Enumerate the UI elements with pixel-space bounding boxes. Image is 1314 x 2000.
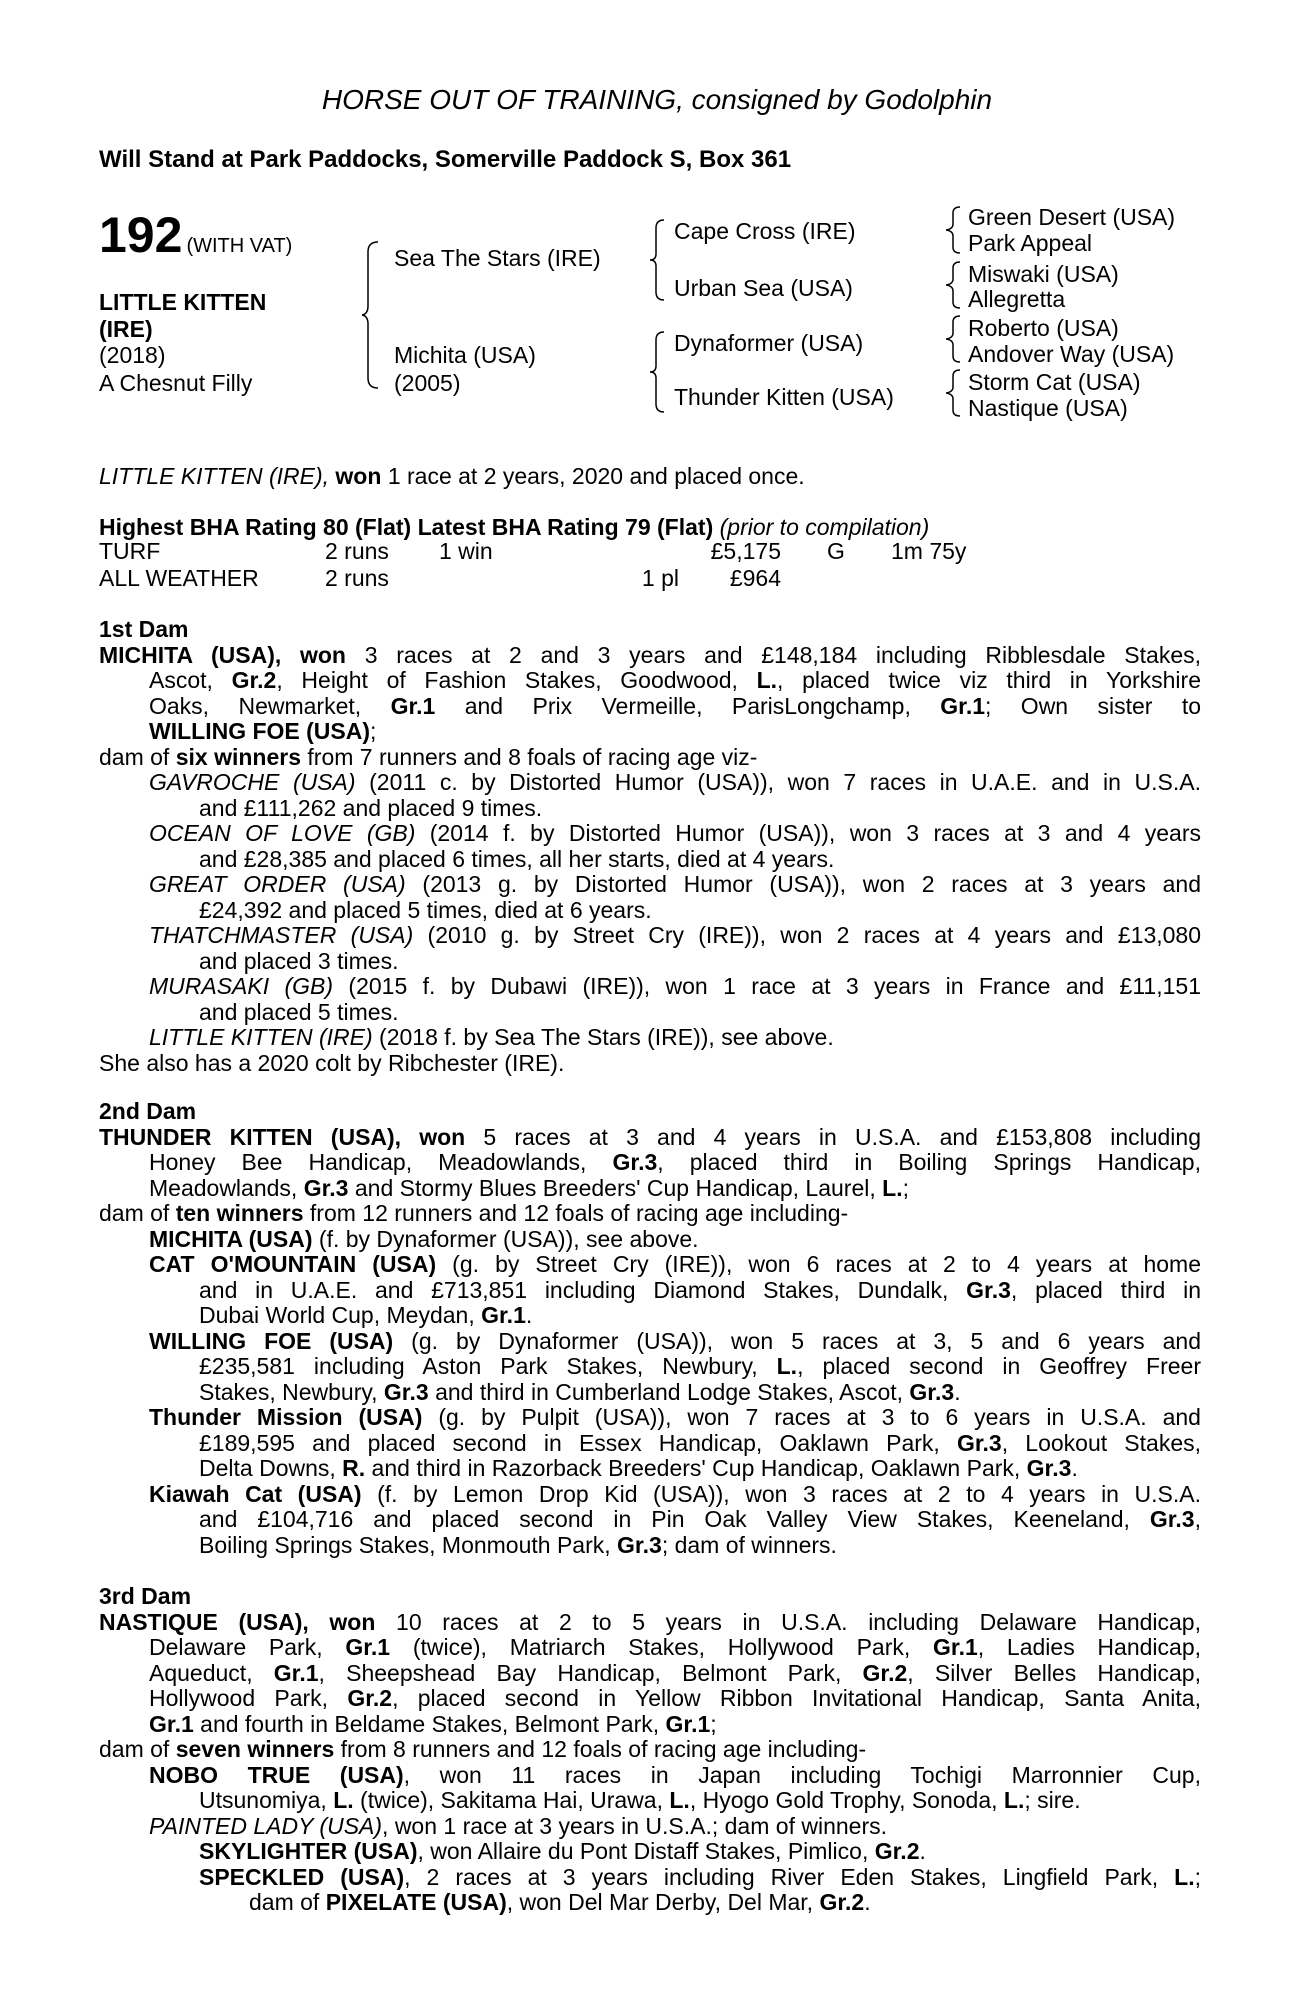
first-dam-section xyxy=(99,617,1201,1076)
pedigree-gg-2: Park Appeal xyxy=(968,230,1093,256)
dam-line: NASTIQUE (USA), won 10 races at 2 to 5 years in U.S.A. including Delaware Handicap, xyxy=(99,1609,1201,1635)
pedigree-gg-3: Miswaki (USA) xyxy=(968,261,1119,287)
progeny-line: MICHITA (USA) (f. by Dynaformer (USA)), see above. xyxy=(149,1225,699,1252)
progeny-line: MURASAKI (GB) (2015 f. by Dubawi (IRE)), won 1 race at 3 years in France and £11,151 xyxy=(149,974,1201,999)
going-cell xyxy=(781,565,891,592)
progeny-line: LITTLE KITTEN (IRE) (2018 f. by Sea The Stars (IRE)), see above. xyxy=(149,1024,834,1050)
pedigree-gg-6: Andover Way (USA) xyxy=(968,341,1175,367)
progeny-line: Utsunomiya, L. (twice), Sakitama Hai, Urawa, L., Hyogo Gold Trophy, Sonoda, L.; sire. xyxy=(199,1787,1081,1813)
pedigree-brace-1 xyxy=(362,240,382,390)
pedigree-dam-year: (2005) xyxy=(394,370,461,396)
dam-line: dam of ten winners from 12 runners and 12 foals of racing age including- xyxy=(99,1200,849,1226)
progeny-line: Delta Downs, R. and third in Razorback Breeders' Cup Handicap, Oaklawn Park, Gr.3. xyxy=(199,1455,1078,1481)
progeny-line: and in U.A.E. and £713,851 including Diamond Stakes, Dundalk, Gr.3, placed third in xyxy=(199,1277,1201,1303)
pedigree-dam-dam: Thunder Kitten (USA) xyxy=(674,384,894,410)
progeny-line: CAT O'MOUNTAIN (USA) (g. by Street Cry (IRE)), won 6 races at 2 to 4 years at home xyxy=(149,1252,1201,1277)
progeny-line: Boiling Springs Stakes, Monmouth Park, Gr.3; dam of winners. xyxy=(199,1531,837,1558)
progeny-line: dam of PIXELATE (USA), won Del Mar Derby, Del Mar, Gr.2. xyxy=(249,1889,871,1915)
pedigree-gg-1: Green Desert (USA) xyxy=(968,204,1176,230)
horse-year: (2018) xyxy=(99,342,166,368)
progeny-line: and £111,262 and placed 9 times. xyxy=(199,794,543,821)
stand-location: Will Stand at Park Paddocks, Somerville Paddock S, Box 361 xyxy=(99,146,792,173)
progeny-line: £24,392 and placed 5 times, died at 6 years. xyxy=(199,896,652,923)
progeny-line: and £28,385 and placed 6 times, all her starts, died at 4 years. xyxy=(199,845,835,872)
progeny-line: NOBO TRUE (USA), won 11 races in Japan including Tochigi Marronnier Cup, xyxy=(149,1762,1201,1788)
progeny-line: Kiawah Cat (USA) (f. by Lemon Drop Kid (USA)), won 3 races at 2 to 4 years in U.S.A. xyxy=(149,1481,1201,1507)
vat-label: (WITH VAT) xyxy=(186,235,293,257)
dam-line: WILLING FOE (USA); xyxy=(149,718,377,744)
dam-line: Aqueduct, Gr.1, Sheepshead Bay Handicap, Belmont Park, Gr.2, Silver Belles Handicap, xyxy=(149,1660,1201,1686)
progeny-line: and £104,716 and placed second in Pin Oak Valley View Stakes, Keeneland, Gr.3, xyxy=(199,1507,1201,1532)
third-dam-section xyxy=(99,1584,1201,1916)
wins-cell xyxy=(439,565,551,592)
section-heading: 2nd Dam xyxy=(99,1098,197,1124)
progeny-line: SPECKLED (USA), 2 races at 3 years including River Eden Stakes, Lingfield Park, L.; xyxy=(199,1864,1201,1890)
lot-number: 192 xyxy=(99,207,183,263)
surface-cell: ALL WEATHER xyxy=(99,565,259,591)
progeny-line: WILLING FOE (USA) (g. by Dynaformer (USA)), won 5 races at 3, 5 and 6 years and xyxy=(149,1328,1201,1354)
race-summary xyxy=(99,464,805,490)
dam-line: Hollywood Park, Gr.2, placed second in Yellow Ribbon Invitational Handicap, Santa Anita, xyxy=(149,1686,1201,1711)
pedigree-gg-8: Nastique (USA) xyxy=(968,395,1128,421)
dam-line: Ascot, Gr.2, Height of Fashion Stakes, Goodwood, L., placed twice viz third in Yorkshire xyxy=(149,668,1201,693)
pedigree-gg-5: Roberto (USA) xyxy=(968,315,1119,341)
progeny-line: GREAT ORDER (USA) (2013 g. by Distorted Humor (USA)), won 2 races at 3 years and xyxy=(149,872,1201,897)
progeny-line: She also has a 2020 colt by Ribchester (IRE). xyxy=(99,1049,565,1076)
pedigree-brace-5 xyxy=(946,260,966,310)
runs-cell: 2 runs xyxy=(325,565,389,591)
horse-name-line1: LITTLE KITTEN xyxy=(99,289,267,315)
progeny-line: Thunder Mission (USA) (g. by Pulpit (USA)), won 7 races at 3 to 6 years in U.S.A. and xyxy=(149,1405,1201,1430)
page-title: HORSE OUT OF TRAINING, consigned by Godolphin xyxy=(321,84,993,115)
summary-horse-name: LITTLE KITTEN (IRE), xyxy=(99,463,330,489)
pedigree-dam: Michita (USA) xyxy=(394,342,536,368)
pedigree-brace-2 xyxy=(650,218,670,302)
progeny-line: SKYLIGHTER (USA), won Allaire du Pont Distaff Stakes, Pimlico, Gr.2. xyxy=(199,1838,926,1864)
progeny-line: PAINTED LADY (USA), won 1 race at 3 years in U.S.A.; dam of winners. xyxy=(149,1812,887,1839)
pedigree-brace-7 xyxy=(946,368,966,418)
dam-line: MICHITA (USA), won 3 races at 2 and 3 years and £148,184 including Ribblesdale Stakes, xyxy=(99,642,1201,668)
dam-line: Oaks, Newmarket, Gr.1 and Prix Vermeille, ParisLongchamp, Gr.1; Own sister to xyxy=(149,693,1201,719)
progeny-line: and placed 5 times. xyxy=(199,998,399,1025)
pedigree-brace-6 xyxy=(946,314,966,364)
table-row xyxy=(99,565,1011,592)
section-heading: 3rd Dam xyxy=(99,1583,192,1609)
dam-line: dam of six winners from 7 runners and 8 foals of racing age viz- xyxy=(99,743,758,770)
lot-number-block xyxy=(99,206,292,264)
distance-cell xyxy=(891,565,1011,592)
dam-line: dam of seven winners from 8 runners and 12 foals of racing age including- xyxy=(99,1736,867,1762)
dam-line: Honey Bee Handicap, Meadowlands, Gr.3, placed third in Boiling Springs Handicap, xyxy=(149,1150,1201,1175)
distance-cell: 1m 75y xyxy=(891,538,967,564)
prize-cell: £5,175 xyxy=(710,538,781,564)
dam-line: Gr.1 and fourth in Beldame Stakes, Belmont Park, Gr.1; xyxy=(149,1710,717,1737)
dam-line: Delaware Park, Gr.1 (twice), Matriarch Stakes, Hollywood Park, Gr.1, Ladies Handicap, xyxy=(149,1635,1201,1660)
pedigree-brace-4 xyxy=(946,205,966,255)
prize-cell: £964 xyxy=(729,565,781,591)
rating-text: Highest BHA Rating 80 (Flat) Latest BHA Rating 79 (Flat) xyxy=(99,514,714,540)
race-record-table xyxy=(99,538,1011,592)
pedigree-gg-4: Allegretta xyxy=(968,286,1066,312)
runs-cell: 2 runs xyxy=(325,538,389,564)
progeny-line: OCEAN OF LOVE (GB) (2014 f. by Distorted Humor (USA)), won 3 races at 3 and 4 years xyxy=(149,821,1201,846)
pedigree-sire-sire: Cape Cross (IRE) xyxy=(674,218,856,244)
progeny-line: Stakes, Newbury, Gr.3 and third in Cumberland Lodge Stakes, Ascot, Gr.3. xyxy=(199,1378,961,1405)
summary-text: 1 race at 2 years, 2020 and placed once. xyxy=(387,463,805,489)
pedigree-brace-3 xyxy=(650,330,670,414)
progeny-line: THATCHMASTER (USA) (2010 g. by Street Cry (IRE)), won 2 races at 4 years and £13,080 xyxy=(149,923,1201,948)
horse-description: A Chesnut Filly xyxy=(99,370,253,396)
dam-line: THUNDER KITTEN (USA), won 5 races at 3 and 4 years in U.S.A. and £153,808 including xyxy=(99,1124,1201,1150)
surface-cell: TURF xyxy=(99,538,161,564)
placed-cell: 1 pl xyxy=(641,565,679,591)
going-cell: G xyxy=(827,538,845,564)
progeny-line: £235,581 including Aston Park Stakes, Newbury, L., placed second in Geoffrey Freer xyxy=(199,1354,1201,1379)
bha-rating xyxy=(99,515,929,541)
table-row xyxy=(99,538,1011,565)
pedigree-gg-7: Storm Cat (USA) xyxy=(968,369,1141,395)
placed-cell xyxy=(551,538,691,565)
progeny-line: and placed 3 times. xyxy=(199,947,399,974)
pedigree-sire: Sea The Stars (IRE) xyxy=(394,245,601,271)
progeny-line: Dubai World Cup, Meydan, Gr.1. xyxy=(199,1302,533,1328)
progeny-line: £189,595 and placed second in Essex Handicap, Oaklawn Park, Gr.3, Lookout Stakes, xyxy=(199,1430,1201,1456)
rating-note: (prior to compilation) xyxy=(719,514,930,540)
pedigree-dam-sire: Dynaformer (USA) xyxy=(674,330,864,356)
second-dam-section xyxy=(99,1099,1201,1558)
progeny-line: GAVROCHE (USA) (2011 c. by Distorted Humor (USA)), won 7 races in U.A.E. and in U.S.A. xyxy=(149,770,1201,795)
dam-line: Meadowlands, Gr.3 and Stormy Blues Breeders' Cup Handicap, Laurel, L.; xyxy=(149,1174,909,1201)
pedigree-sire-dam: Urban Sea (USA) xyxy=(674,275,853,301)
section-heading: 1st Dam xyxy=(99,616,189,642)
summary-won: won xyxy=(335,463,382,489)
horse-name-line2: (IRE) xyxy=(99,316,153,342)
wins-cell: 1 win xyxy=(439,538,493,564)
